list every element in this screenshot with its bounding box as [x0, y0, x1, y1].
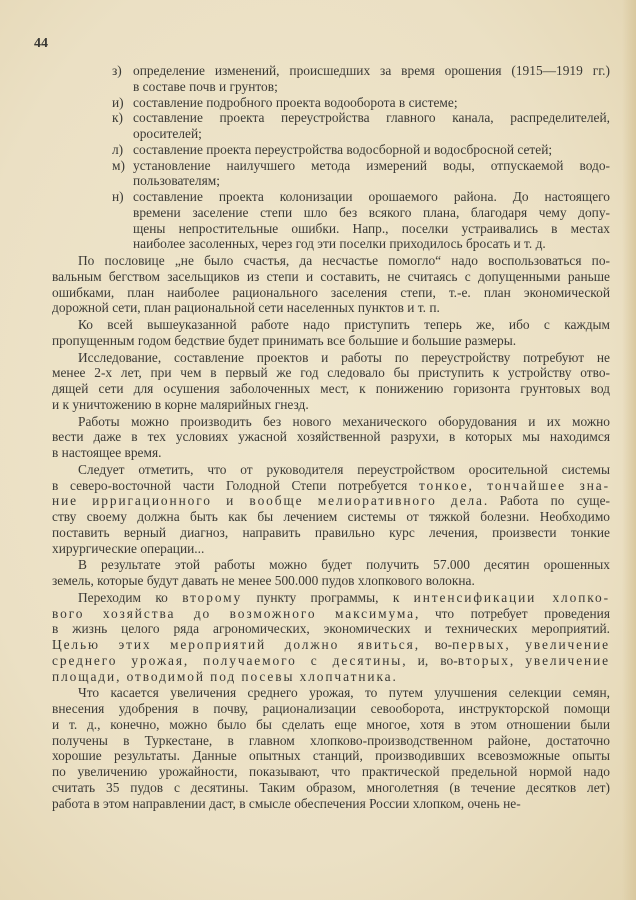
- text-line: [52, 381, 610, 397]
- text-line: [52, 285, 610, 301]
- text-line: установление наилучшего метода измерений воды, отпускаемой водо-: [133, 157, 610, 173]
- text-line: [52, 557, 610, 573]
- text-line: [52, 653, 610, 669]
- paragraph: [52, 253, 610, 316]
- text-line: составление проекта переустройства главного канала, распределителей,: [133, 110, 610, 126]
- paragraph: [52, 557, 610, 589]
- text-line: [52, 590, 610, 606]
- spaced-emphasis-text: ние ирригационного и вообще мелиоративного дела: [52, 493, 484, 509]
- text-line: [52, 541, 610, 557]
- text-line: [52, 717, 610, 733]
- page-number: 44: [34, 36, 48, 51]
- text-segment: в северо-восточной части Голодной Степи потребуется: [52, 477, 419, 493]
- list-item: [52, 189, 610, 252]
- text-line: [52, 350, 610, 366]
- list-item-label: н): [112, 189, 124, 204]
- text-line: [52, 764, 610, 780]
- text-segment: Следует отметить, что от руководителя переустройством оросительной системы: [78, 461, 610, 477]
- text-line: [52, 269, 610, 285]
- text-segment: Исследование, составление проектов и работы по переустройству потребуют не: [78, 349, 610, 365]
- spaced-emphasis-text: второму: [182, 589, 243, 605]
- list-item: [52, 110, 610, 142]
- text-segment: работа в этом направлении даст, в смысле обеспечения России хлопком, очень не-: [52, 795, 521, 811]
- text-segment: и т. д., конечно, можно было бы сделать еще многое, хотя в этом отношении были: [52, 716, 610, 732]
- text-segment: получены в Туркестане, в главном хлопково-производственном районе, достаточно: [52, 732, 610, 748]
- spaced-emphasis-text: Целью этих мероприятий должно явиться: [52, 637, 415, 652]
- text-line: [52, 637, 610, 653]
- text-line: щены непростительные ошибки. Напр., поселки устраивались в местах: [133, 220, 610, 236]
- text-line: составление проекта колонизации орошаемого района. До настоящего: [133, 189, 610, 204]
- text-line: [52, 478, 610, 494]
- text-line: пользователям;: [133, 173, 220, 189]
- text-line: [52, 429, 610, 445]
- text-segment: дящей сети для осушения заболоченных мест, к понижению горизонта грунтовых вод: [52, 381, 610, 396]
- text-segment: по увеличению урожайности, показывают, что практической предельной нормой надо: [52, 764, 610, 779]
- text-line: [52, 621, 610, 637]
- text-segment: пункту программы, к: [242, 589, 414, 605]
- paragraph: [52, 414, 610, 461]
- text-segment: По пословице „не было счастья, да несчастье помогло“ надо воспользоваться по-: [78, 253, 610, 268]
- text-line: [52, 780, 610, 796]
- text-segment: , и, во-: [402, 652, 458, 668]
- spaced-emphasis-text: интенсификации хлопко-: [413, 589, 610, 605]
- text-line: [52, 445, 610, 461]
- text-line: [52, 493, 610, 509]
- list-item-label: м): [112, 157, 125, 173]
- text-segment: , во-: [414, 637, 453, 652]
- text-segment: Ко всей вышеуказанной работе надо приступить теперь же, ибо с каждым: [78, 317, 610, 332]
- text-line: [52, 300, 610, 316]
- paragraph: [52, 590, 610, 685]
- text-segment: дорожной сети, план рациональной сети населенных пунктов и т. п.: [52, 300, 440, 316]
- spaced-emphasis-text: площади, отводимой под посевы хлопчатника.: [52, 668, 398, 684]
- text-line: оросителей;: [133, 126, 202, 141]
- list-item: [52, 63, 610, 95]
- text-segment: , что потребует проведения: [415, 605, 610, 621]
- list-item-label: и): [112, 94, 124, 110]
- paragraph: [52, 685, 610, 811]
- text-segment: поставить верный диагноз, направить правильно курс лечения, произвести тонкие: [52, 524, 610, 540]
- paragraph: [52, 350, 610, 413]
- list-item-label: з): [112, 63, 122, 78]
- text-line: составление подробного проекта водооборота в системе;: [133, 94, 458, 110]
- text-segment: внесения удобрения в почву, рационализации севооборота, инструкторской помощи: [52, 701, 610, 716]
- text-segment: ,: [505, 637, 526, 652]
- spaced-emphasis-text: тонкое, тончайшее зна-: [418, 477, 610, 493]
- text-segment: . Работа по суще-: [483, 493, 610, 509]
- text-line: [52, 365, 610, 381]
- text-segment: менее 2-х лет, при чем в первый же год следовало бы приступить к устройству отво-: [52, 365, 610, 381]
- text-line: [52, 525, 610, 541]
- list-item: [52, 142, 610, 158]
- text-segment: В результате этой работы можно будет получить 57.000 десятин орошенных: [78, 557, 610, 573]
- text-line: определение изменений, происшедших за время орошения (1915—1919 гг.): [133, 63, 610, 78]
- text-line: составление проекта переустройства водосборной и водосбросной сетей;: [133, 141, 553, 157]
- text-line: [52, 253, 610, 269]
- text-segment: пропущенным годом бедствие будет принимать все большие и большие размеры.: [52, 332, 517, 348]
- text-segment: Переходим ко: [78, 589, 183, 605]
- text-segment: земель, которые будут давать не менее 500.000 пудов хлопкового волокна.: [52, 573, 475, 588]
- spaced-emphasis-text: увеличение: [525, 637, 610, 652]
- text-line: [52, 573, 610, 589]
- list-item-label: к): [112, 110, 123, 126]
- text-line: в составе почв и грунтов;: [133, 78, 278, 94]
- text-segment: в настоящее время.: [52, 445, 162, 460]
- text-line: [52, 509, 610, 525]
- spaced-emphasis-text: среднего урожая, получаемого с десятины: [52, 652, 403, 668]
- spaced-emphasis-text: вого хозяйства до возможного максимума: [52, 605, 415, 621]
- page-body: [52, 63, 610, 811]
- page-edge-shadow: [622, 0, 636, 900]
- spaced-emphasis-text: первых: [452, 637, 506, 652]
- text-line: времени заселение степи шло без всякого плана, благодаря чему допу-: [133, 204, 610, 220]
- text-segment: ,: [509, 652, 526, 668]
- text-line: [52, 669, 610, 685]
- text-line: [52, 462, 610, 478]
- list-item: [52, 95, 610, 111]
- text-segment: считать 35 пудов с десятины. Таким образом, многолетняя (в течение десятков лет): [52, 779, 610, 795]
- list-item-label: л): [112, 141, 124, 157]
- text-segment: ошибками, план наиболее рационального заселения степи, т.-е. план экономической: [52, 284, 610, 300]
- paragraph: [52, 317, 610, 349]
- text-line: [52, 333, 610, 349]
- text-segment: хирургические операции...: [52, 540, 205, 556]
- text-segment: в жизнь целого ряда агрономических, экономических и технических мероприятий.: [52, 621, 610, 637]
- text-segment: ству своему должна быть как бы лечением системы от тяжкой болезни. Необходимо: [52, 509, 610, 524]
- text-line: наиболее засоленных, через год эти поселки приходилось бросать и т. д.: [133, 236, 546, 252]
- text-segment: Работы можно производить без нового механического оборудования и их можно: [78, 413, 610, 429]
- text-line: [52, 701, 610, 717]
- text-segment: хорошие результаты. Данные опытных станций, производивших всевозможные опыты: [52, 748, 610, 764]
- numbered-list: [52, 63, 610, 252]
- text-line: [52, 733, 610, 749]
- text-segment: вальным бегством засельщиков из степи и составить, не считаясь с допущенными раньше: [52, 268, 610, 284]
- text-line: [52, 606, 610, 622]
- text-line: [52, 317, 610, 333]
- list-item: [52, 158, 610, 190]
- text-segment: Что касается увеличения среднего урожая, то путем улучшения селекции семян,: [78, 685, 610, 701]
- text-line: [52, 748, 610, 764]
- text-line: [52, 397, 610, 413]
- text-line: [52, 414, 610, 430]
- paragraph: [52, 462, 610, 557]
- text-line: [52, 685, 610, 701]
- paragraphs: [52, 253, 610, 811]
- text-segment: и к уничтожению в корне малярийных гнезд.: [52, 396, 309, 412]
- spaced-emphasis-text: вторых: [457, 652, 510, 668]
- text-segment: вести даже в тех условиях ужасной хозяйственной разрухи, в которых мы находимся: [52, 429, 610, 445]
- text-line: [52, 796, 610, 812]
- spaced-emphasis-text: увеличение: [525, 652, 611, 668]
